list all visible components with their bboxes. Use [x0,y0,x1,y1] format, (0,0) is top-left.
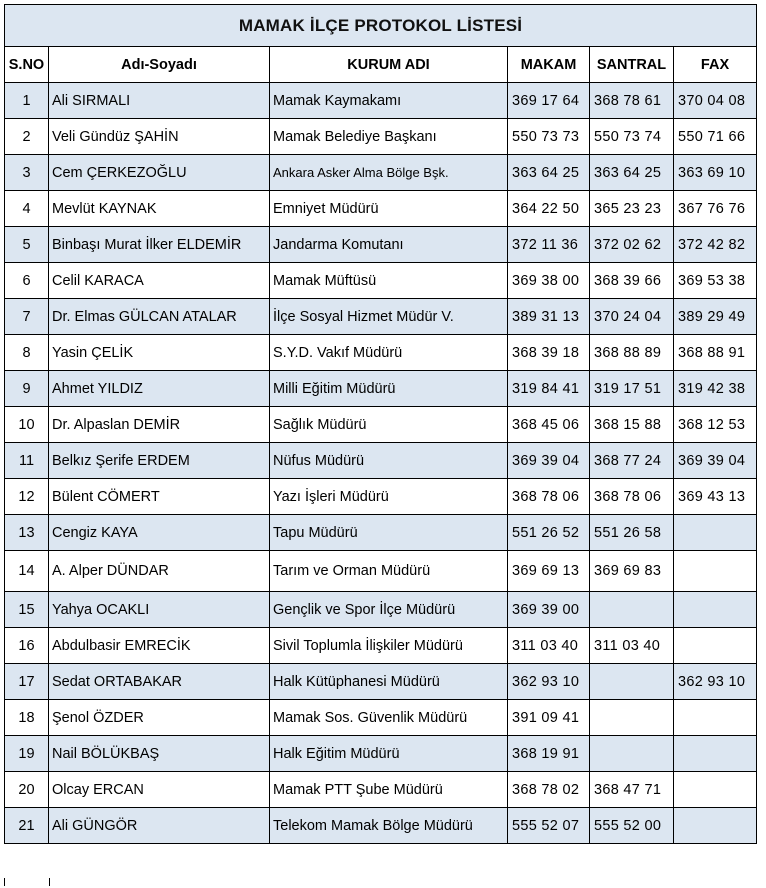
fax-number: 368 12 53 [674,407,757,443]
column-header-name: Adı-Soyadı [49,47,270,83]
fax-number: 368 88 91 [674,335,757,371]
table-row [5,443,757,479]
institution-name: Gençlik ve Spor İlçe Müdürü [270,592,508,628]
fax-number [674,592,757,628]
institution-name: Mamak PTT Şube Müdürü [270,772,508,808]
row-number: 6 [5,263,49,299]
makam-phone: 311 03 40 [508,628,590,664]
fax-number: 369 53 38 [674,263,757,299]
fax-number: 363 69 10 [674,155,757,191]
person-name: Ali GÜNGÖR [49,808,270,844]
makam-phone: 369 17 64 [508,83,590,119]
santral-phone: 368 39 66 [590,263,674,299]
makam-phone: 364 22 50 [508,191,590,227]
institution-name: Telekom Mamak Bölge Müdürü [270,808,508,844]
person-name: Yasin ÇELİK [49,335,270,371]
person-name: Nail BÖLÜKBAŞ [49,736,270,772]
fax-number: 369 43 13 [674,479,757,515]
fax-number: 389 29 49 [674,299,757,335]
makam-phone: 391 09 41 [508,700,590,736]
column-header-fax: FAX [674,47,757,83]
column-header-makam: MAKAM [508,47,590,83]
institution-name: Jandarma Komutanı [270,227,508,263]
fax-number: 367 76 76 [674,191,757,227]
person-name: Belkız Şerife ERDEM [49,443,270,479]
protocol-table [4,4,757,844]
table-row [5,227,757,263]
table-row [5,551,757,592]
institution-name: Nüfus Müdürü [270,443,508,479]
table-row [5,700,757,736]
table-row [5,299,757,335]
santral-phone: 370 24 04 [590,299,674,335]
table-row [5,155,757,191]
column-header-santral: SANTRAL [590,47,674,83]
table-row [5,664,757,700]
fax-number: 550 71 66 [674,119,757,155]
institution-name: Tarım ve Orman Müdürü [270,551,508,592]
institution-name: Mamak Müftüsü [270,263,508,299]
row-number: 11 [5,443,49,479]
row-number: 5 [5,227,49,263]
fax-number: 319 42 38 [674,371,757,407]
santral-phone: 368 15 88 [590,407,674,443]
makam-phone: 369 39 04 [508,443,590,479]
table-row [5,191,757,227]
santral-phone: 550 73 74 [590,119,674,155]
table-row [5,335,757,371]
fax-number [674,515,757,551]
table-row [5,371,757,407]
makam-phone: 389 31 13 [508,299,590,335]
row-number: 15 [5,592,49,628]
institution-name: Yazı İşleri Müdürü [270,479,508,515]
person-name: Şenol ÖZDER [49,700,270,736]
row-number: 12 [5,479,49,515]
person-name: Yahya OCAKLI [49,592,270,628]
makam-phone: 362 93 10 [508,664,590,700]
row-number: 9 [5,371,49,407]
table-row [5,407,757,443]
makam-phone: 369 39 00 [508,592,590,628]
santral-phone: 369 69 83 [590,551,674,592]
santral-phone [590,592,674,628]
table-row [5,772,757,808]
table-body [5,83,757,844]
fax-number: 370 04 08 [674,83,757,119]
fax-number: 372 42 82 [674,227,757,263]
person-name: A. Alper DÜNDAR [49,551,270,592]
person-name: Dr. Elmas GÜLCAN ATALAR [49,299,270,335]
santral-phone [590,700,674,736]
row-number: 2 [5,119,49,155]
table-row [5,808,757,844]
makam-phone: 555 52 07 [508,808,590,844]
row-number: 19 [5,736,49,772]
santral-phone: 319 17 51 [590,371,674,407]
row-number: 18 [5,700,49,736]
santral-phone: 551 26 58 [590,515,674,551]
person-name: Bülent CÖMERT [49,479,270,515]
institution-name: Mamak Kaymakamı [270,83,508,119]
person-name: Dr. Alpaslan DEMİR [49,407,270,443]
makam-phone: 369 38 00 [508,263,590,299]
fax-number [674,772,757,808]
santral-phone: 368 88 89 [590,335,674,371]
institution-name: Halk Kütüphanesi Müdürü [270,664,508,700]
santral-phone: 365 23 23 [590,191,674,227]
row-number: 3 [5,155,49,191]
makam-phone: 363 64 25 [508,155,590,191]
makam-phone: 368 39 18 [508,335,590,371]
institution-name: Tapu Müdürü [270,515,508,551]
fax-number: 369 39 04 [674,443,757,479]
santral-phone: 363 64 25 [590,155,674,191]
person-name: Binbaşı Murat İlker ELDEMİR [49,227,270,263]
fax-number [674,700,757,736]
fax-number [674,808,757,844]
person-name: Celil KARACA [49,263,270,299]
fax-number [674,628,757,664]
makam-phone: 368 19 91 [508,736,590,772]
row-number: 7 [5,299,49,335]
person-name: Olcay ERCAN [49,772,270,808]
row-number: 13 [5,515,49,551]
institution-name: Halk Eğitim Müdürü [270,736,508,772]
institution-name: Ankara Asker Alma Bölge Bşk. [270,155,508,191]
institution-name: Emniyet Müdürü [270,191,508,227]
table-row [5,479,757,515]
person-name: Veli Gündüz ŞAHİN [49,119,270,155]
fax-number [674,551,757,592]
institution-name: Sivil Toplumla İlişkiler Müdürü [270,628,508,664]
header-row [5,47,757,83]
santral-phone: 368 78 06 [590,479,674,515]
table-row [5,263,757,299]
page-title: MAMAK İLÇE PROTOKOL LİSTESİ [5,5,757,47]
row-number: 10 [5,407,49,443]
makam-phone: 368 78 06 [508,479,590,515]
santral-phone: 368 77 24 [590,443,674,479]
institution-name: Milli Eğitim Müdürü [270,371,508,407]
row-number: 17 [5,664,49,700]
makam-phone: 372 11 36 [508,227,590,263]
table-row [5,515,757,551]
row-number: 21 [5,808,49,844]
row-number: 14 [5,551,49,592]
column-header-institution: KURUM ADI [270,47,508,83]
bottom-border-strip [4,878,50,886]
makam-phone: 368 45 06 [508,407,590,443]
person-name: Mevlüt KAYNAK [49,191,270,227]
makam-phone: 551 26 52 [508,515,590,551]
fax-number: 362 93 10 [674,664,757,700]
santral-phone [590,664,674,700]
makam-phone: 368 78 02 [508,772,590,808]
person-name: Ali SIRMALI [49,83,270,119]
santral-phone: 372 02 62 [590,227,674,263]
person-name: Abdulbasir EMRECİK [49,628,270,664]
row-number: 1 [5,83,49,119]
fax-number [674,736,757,772]
person-name: Sedat ORTABAKAR [49,664,270,700]
makam-phone: 319 84 41 [508,371,590,407]
santral-phone [590,736,674,772]
row-number: 20 [5,772,49,808]
institution-name: S.Y.D. Vakıf Müdürü [270,335,508,371]
institution-name: Mamak Belediye Başkanı [270,119,508,155]
table-row [5,628,757,664]
makam-phone: 369 69 13 [508,551,590,592]
santral-phone: 311 03 40 [590,628,674,664]
table-row [5,592,757,628]
santral-phone: 368 78 61 [590,83,674,119]
institution-name: İlçe Sosyal Hizmet Müdür V. [270,299,508,335]
row-number: 4 [5,191,49,227]
institution-name: Sağlık Müdürü [270,407,508,443]
table-row [5,736,757,772]
person-name: Ahmet YILDIZ [49,371,270,407]
row-number: 16 [5,628,49,664]
table-row [5,119,757,155]
santral-phone: 555 52 00 [590,808,674,844]
table-row [5,83,757,119]
row-number: 8 [5,335,49,371]
makam-phone: 550 73 73 [508,119,590,155]
institution-name: Mamak Sos. Güvenlik Müdürü [270,700,508,736]
protocol-list-sheet [4,4,757,844]
column-header-sno: S.NO [5,47,49,83]
person-name: Cem ÇERKEZOĞLU [49,155,270,191]
person-name: Cengiz KAYA [49,515,270,551]
santral-phone: 368 47 71 [590,772,674,808]
